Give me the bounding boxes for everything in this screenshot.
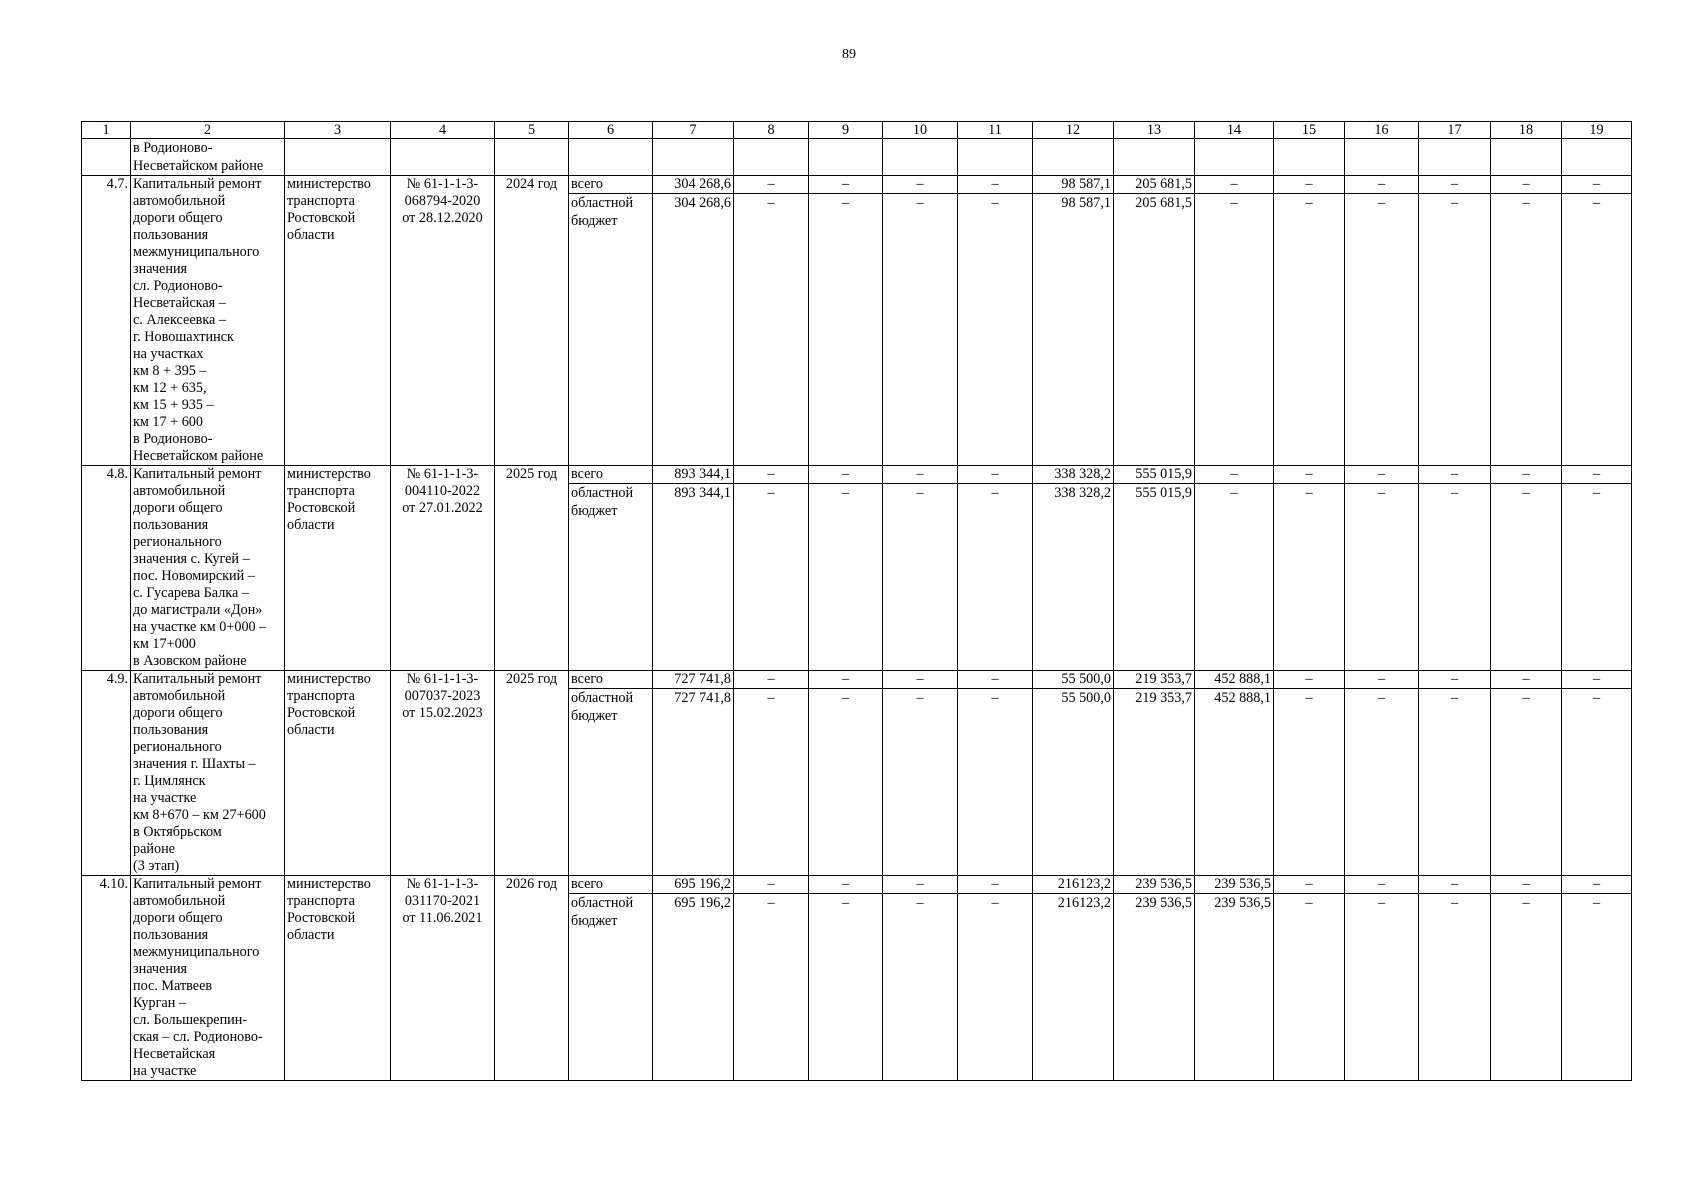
funding-source: всего: [569, 466, 653, 484]
design-document: № 61-1-1-3- 007037-2023 от 15.02.2023: [391, 671, 495, 876]
amount-col-15: –: [1274, 176, 1345, 194]
amount-col-18: –: [1491, 689, 1562, 876]
completion-year: 2026 год: [495, 876, 569, 1081]
column-number-7: 7: [653, 122, 734, 139]
cell-col-1: [82, 139, 131, 176]
table-row-total: [82, 671, 1632, 689]
amount-col-18: –: [1491, 671, 1562, 689]
column-number-17: 17: [1419, 122, 1491, 139]
amount-col-13: 219 353,7: [1114, 671, 1195, 689]
object-name: Капитальный ремонт автомобильной дороги общего пользования регионального значения с. Кугей – пос. Новомирский – с. Гусарева Балка – до магистрали «Дон» на участке км 0+000 – км 17+000 в Азовском районе: [131, 466, 285, 671]
funding-source: всего: [569, 176, 653, 194]
column-number-10: 10: [883, 122, 958, 139]
column-number-12: 12: [1033, 122, 1114, 139]
amount-col-13: 555 015,9: [1114, 466, 1195, 484]
amount-col-8: –: [734, 689, 809, 876]
amount-col-19: –: [1562, 194, 1632, 466]
amount-col-17: –: [1419, 689, 1491, 876]
amount-col-19: –: [1562, 671, 1632, 689]
amount-col-17: –: [1419, 484, 1491, 671]
amount-col-8: –: [734, 876, 809, 894]
amount-col-7: 695 196,2: [653, 894, 734, 1081]
cell-col-11: [958, 139, 1033, 176]
object-name: Капитальный ремонт автомобильной дороги общего пользования межмуниципального значения сл. Родионово- Несветайская – с. Алексеевка – г. Новошахтинск на участках км 8 + 395 – км 12 + 635, км 15 + 935 – км 17 + 600 в Родионово- Несветайском районе: [131, 176, 285, 466]
table-row-total: [82, 876, 1632, 894]
column-number-6: 6: [569, 122, 653, 139]
entry-number: 4.7.: [82, 176, 131, 466]
amount-col-11: –: [958, 876, 1033, 894]
column-number-2: 2: [131, 122, 285, 139]
column-number-19: 19: [1562, 122, 1632, 139]
amount-col-18: –: [1491, 176, 1562, 194]
amount-col-13: 205 681,5: [1114, 194, 1195, 466]
amount-col-16: –: [1345, 671, 1419, 689]
budget-table: [81, 121, 1632, 1081]
amount-col-17: –: [1419, 671, 1491, 689]
amount-col-16: –: [1345, 194, 1419, 466]
column-number-5: 5: [495, 122, 569, 139]
funding-source: всего: [569, 671, 653, 689]
amount-col-14: 239 536,5: [1195, 876, 1274, 894]
amount-col-11: –: [958, 466, 1033, 484]
amount-col-17: –: [1419, 894, 1491, 1081]
amount-col-10: –: [883, 176, 958, 194]
entry-number: 4.9.: [82, 671, 131, 876]
amount-col-10: –: [883, 466, 958, 484]
page-number: 89: [842, 47, 856, 62]
customer: министерство транспорта Ростовской области: [285, 876, 391, 1081]
cell-col-12: [1033, 139, 1114, 176]
completion-year: 2025 год: [495, 671, 569, 876]
amount-col-16: –: [1345, 484, 1419, 671]
design-document: № 61-1-1-3- 004110-2022 от 27.01.2022: [391, 466, 495, 671]
amount-col-7: 893 344,1: [653, 484, 734, 671]
cell-col-4: [391, 139, 495, 176]
amount-col-7: 304 268,6: [653, 176, 734, 194]
column-number-14: 14: [1195, 122, 1274, 139]
cell-col-16: [1345, 139, 1419, 176]
amount-col-14: 452 888,1: [1195, 671, 1274, 689]
amount-col-9: –: [809, 894, 883, 1081]
amount-col-10: –: [883, 194, 958, 466]
amount-col-17: –: [1419, 876, 1491, 894]
amount-col-19: –: [1562, 894, 1632, 1081]
column-number-15: 15: [1274, 122, 1345, 139]
amount-col-12: 338 328,2: [1033, 484, 1114, 671]
amount-col-10: –: [883, 689, 958, 876]
funding-source: областной бюджет: [569, 484, 653, 671]
amount-col-15: –: [1274, 466, 1345, 484]
amount-col-9: –: [809, 689, 883, 876]
customer: министерство транспорта Ростовской области: [285, 176, 391, 466]
amount-col-13: 219 353,7: [1114, 689, 1195, 876]
amount-col-7: 727 741,8: [653, 689, 734, 876]
amount-col-19: –: [1562, 876, 1632, 894]
cell-col-10: [883, 139, 958, 176]
amount-col-14: 452 888,1: [1195, 689, 1274, 876]
cell-col-9: [809, 139, 883, 176]
amount-col-8: –: [734, 176, 809, 194]
amount-col-12: 55 500,0: [1033, 689, 1114, 876]
amount-col-15: –: [1274, 876, 1345, 894]
continuation-object-name: в Родионово- Несветайском районе: [131, 139, 285, 176]
amount-col-12: 216123,2: [1033, 876, 1114, 894]
column-number-16: 16: [1345, 122, 1419, 139]
amount-col-7: 304 268,6: [653, 194, 734, 466]
cell-col-6: [569, 139, 653, 176]
amount-col-8: –: [734, 466, 809, 484]
amount-col-13: 205 681,5: [1114, 176, 1195, 194]
amount-col-12: 338 328,2: [1033, 466, 1114, 484]
amount-col-9: –: [809, 194, 883, 466]
column-number-18: 18: [1491, 122, 1562, 139]
cell-col-3: [285, 139, 391, 176]
amount-col-15: –: [1274, 689, 1345, 876]
amount-col-13: 239 536,5: [1114, 894, 1195, 1081]
amount-col-18: –: [1491, 484, 1562, 671]
amount-col-16: –: [1345, 466, 1419, 484]
amount-col-16: –: [1345, 876, 1419, 894]
amount-col-10: –: [883, 484, 958, 671]
column-number-3: 3: [285, 122, 391, 139]
amount-col-9: –: [809, 876, 883, 894]
cell-col-5: [495, 139, 569, 176]
amount-col-13: 239 536,5: [1114, 876, 1195, 894]
design-document: № 61-1-1-3- 068794-2020 от 28.12.2020: [391, 176, 495, 466]
cell-col-7: [653, 139, 734, 176]
amount-col-7: 893 344,1: [653, 466, 734, 484]
funding-source: всего: [569, 876, 653, 894]
amount-col-19: –: [1562, 466, 1632, 484]
amount-col-11: –: [958, 689, 1033, 876]
customer: министерство транспорта Ростовской области: [285, 466, 391, 671]
amount-col-11: –: [958, 194, 1033, 466]
amount-col-8: –: [734, 894, 809, 1081]
continuation-row: [82, 139, 1632, 176]
funding-source: областной бюджет: [569, 194, 653, 466]
customer: министерство транспорта Ростовской области: [285, 671, 391, 876]
amount-col-9: –: [809, 671, 883, 689]
amount-col-11: –: [958, 671, 1033, 689]
amount-col-12: 98 587,1: [1033, 194, 1114, 466]
amount-col-14: –: [1195, 176, 1274, 194]
amount-col-16: –: [1345, 894, 1419, 1081]
amount-col-11: –: [958, 894, 1033, 1081]
amount-col-10: –: [883, 876, 958, 894]
amount-col-11: –: [958, 176, 1033, 194]
completion-year: 2025 год: [495, 466, 569, 671]
amount-col-17: –: [1419, 176, 1491, 194]
column-number-1: 1: [82, 122, 131, 139]
amount-col-15: –: [1274, 484, 1345, 671]
entry-number: 4.8.: [82, 466, 131, 671]
amount-col-13: 555 015,9: [1114, 484, 1195, 671]
amount-col-15: –: [1274, 894, 1345, 1081]
amount-col-14: –: [1195, 466, 1274, 484]
amount-col-7: 695 196,2: [653, 876, 734, 894]
cell-col-17: [1419, 139, 1491, 176]
amount-col-8: –: [734, 194, 809, 466]
amount-col-9: –: [809, 176, 883, 194]
table-row-total: [82, 466, 1632, 484]
amount-col-12: 55 500,0: [1033, 671, 1114, 689]
table-row-total: [82, 176, 1632, 194]
amount-col-17: –: [1419, 194, 1491, 466]
amount-col-10: –: [883, 671, 958, 689]
amount-col-7: 727 741,8: [653, 671, 734, 689]
amount-col-10: –: [883, 894, 958, 1081]
column-number-row: [82, 122, 1632, 139]
cell-col-8: [734, 139, 809, 176]
amount-col-8: –: [734, 484, 809, 671]
entry-number: 4.10.: [82, 876, 131, 1081]
column-number-11: 11: [958, 122, 1033, 139]
amount-col-19: –: [1562, 176, 1632, 194]
amount-col-14: –: [1195, 484, 1274, 671]
completion-year: 2024 год: [495, 176, 569, 466]
funding-source: областной бюджет: [569, 689, 653, 876]
object-name: Капитальный ремонт автомобильной дороги общего пользования межмуниципального значения пос. Матвеев Курган – сл. Большекрепин- ская – сл. Родионово- Несветайская на участке: [131, 876, 285, 1081]
amount-col-9: –: [809, 484, 883, 671]
amount-col-11: –: [958, 484, 1033, 671]
design-document: № 61-1-1-3- 031170-2021 от 11.06.2021: [391, 876, 495, 1081]
amount-col-18: –: [1491, 194, 1562, 466]
column-number-13: 13: [1114, 122, 1195, 139]
column-number-4: 4: [391, 122, 495, 139]
amount-col-9: –: [809, 466, 883, 484]
column-number-9: 9: [809, 122, 883, 139]
amount-col-8: –: [734, 671, 809, 689]
amount-col-19: –: [1562, 689, 1632, 876]
cell-col-13: [1114, 139, 1195, 176]
cell-col-15: [1274, 139, 1345, 176]
amount-col-16: –: [1345, 689, 1419, 876]
amount-col-14: 239 536,5: [1195, 894, 1274, 1081]
amount-col-18: –: [1491, 466, 1562, 484]
amount-col-18: –: [1491, 876, 1562, 894]
amount-col-12: 216123,2: [1033, 894, 1114, 1081]
amount-col-18: –: [1491, 894, 1562, 1081]
amount-col-16: –: [1345, 176, 1419, 194]
amount-col-19: –: [1562, 484, 1632, 671]
cell-col-18: [1491, 139, 1562, 176]
amount-col-15: –: [1274, 194, 1345, 466]
funding-source: областной бюджет: [569, 894, 653, 1081]
amount-col-14: –: [1195, 194, 1274, 466]
amount-col-12: 98 587,1: [1033, 176, 1114, 194]
cell-col-19: [1562, 139, 1632, 176]
object-name: Капитальный ремонт автомобильной дороги общего пользования регионального значения г. Шахты – г. Цимлянск на участке км 8+670 – км 27+600 в Октябрьском районе (3 этап): [131, 671, 285, 876]
column-number-8: 8: [734, 122, 809, 139]
cell-col-14: [1195, 139, 1274, 176]
amount-col-17: –: [1419, 466, 1491, 484]
amount-col-15: –: [1274, 671, 1345, 689]
